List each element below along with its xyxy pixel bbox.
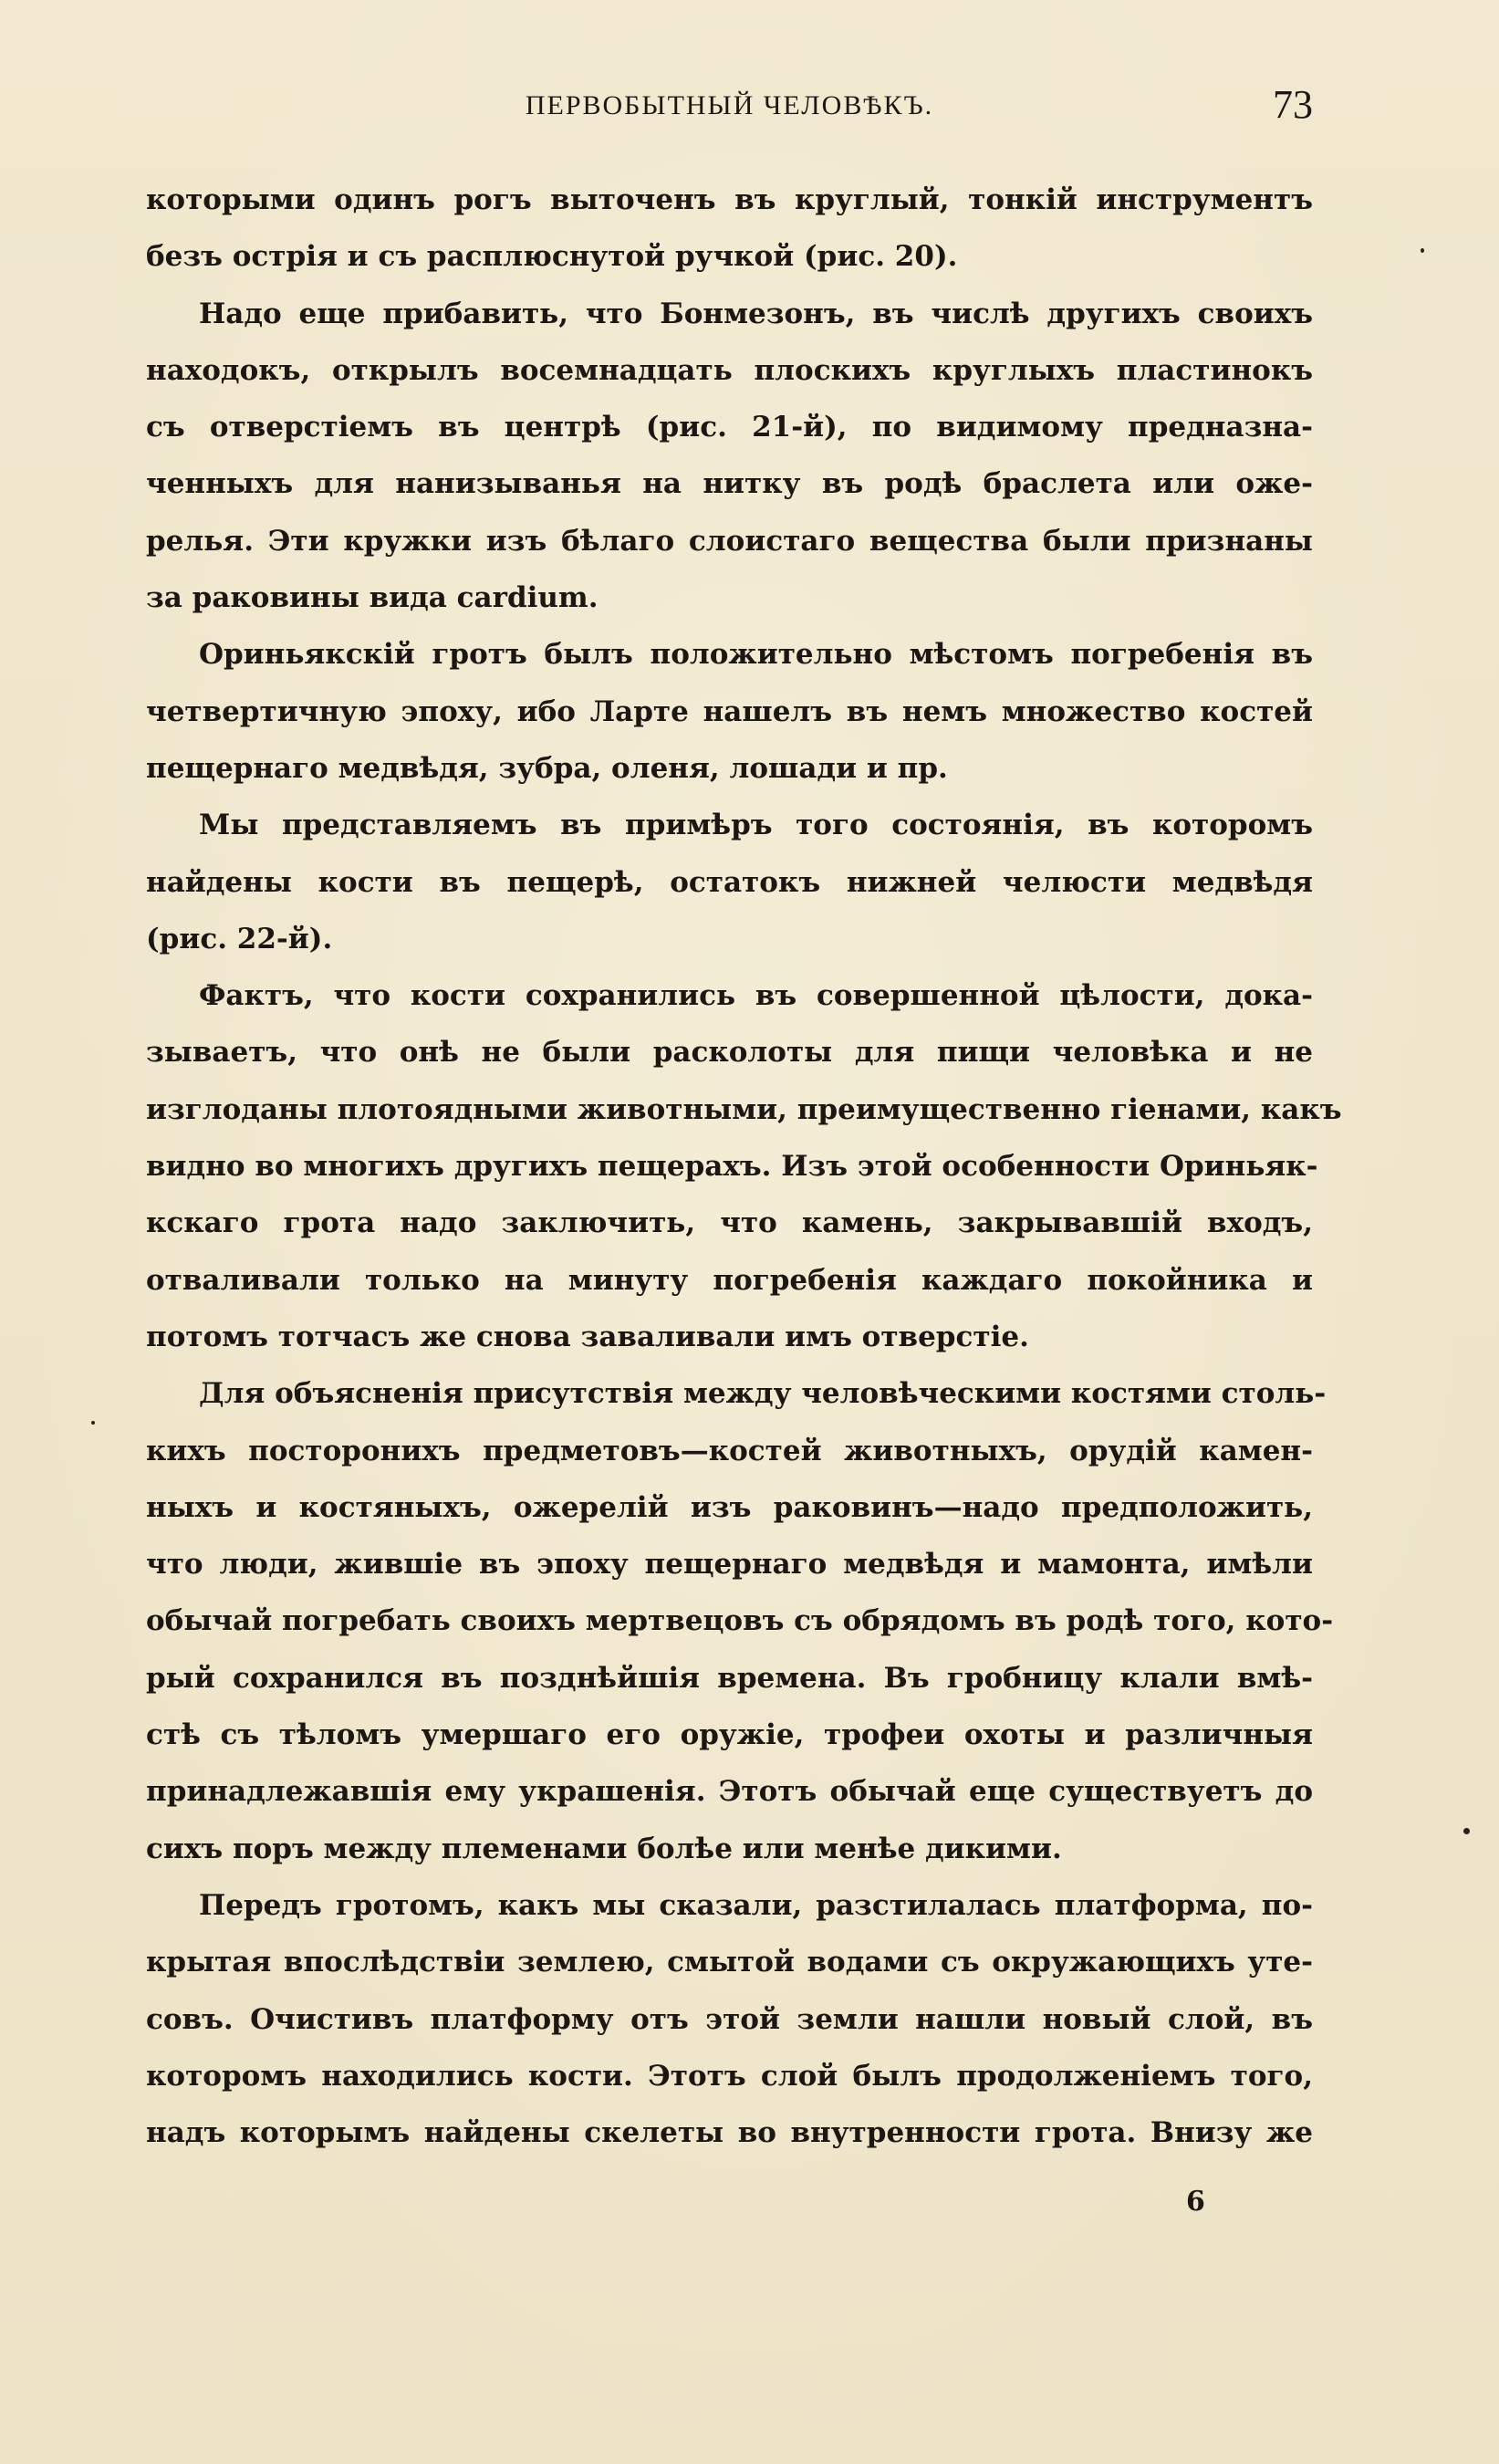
text-line: Ориньякскій гротъ былъ положительно мѣстомъ погребенія въ xyxy=(199,638,1313,672)
text-line: обычай погребать своихъ мертвецовъ съ обрядомъ въ родѣ того, кото- xyxy=(146,1604,1334,1638)
paragraph-3 xyxy=(146,626,1313,797)
paragraph-4 xyxy=(146,797,1313,967)
text-line: крытая впослѣдствіи землею, смытой водами съ окружающихъ уте- xyxy=(146,1946,1313,1979)
text-line: Для объясненія присутствія между человѣческими костями столь- xyxy=(199,1377,1327,1411)
paragraph-7 xyxy=(146,1877,1313,2161)
text-line: Надо еще прибавить, что Бонмезонъ, въ числѣ другихъ своихъ xyxy=(199,297,1313,330)
paragraph-5 xyxy=(146,967,1342,1365)
text-line: изглоданы плотоядными животными, преимущественно гіенами, какъ xyxy=(146,1092,1342,1126)
text-line: принадлежавшія ему украшенія. Этотъ обычай еще существуетъ до xyxy=(146,1775,1313,1809)
ink-speck xyxy=(1463,1828,1470,1834)
text-line: Фактъ, что кости сохранились въ совершенной цѣлости, дока- xyxy=(199,979,1313,1013)
text-line: за раковины вида cardium. xyxy=(146,581,599,615)
paragraph-1 xyxy=(146,172,1313,286)
ink-speck xyxy=(1421,248,1424,253)
ink-speck xyxy=(91,1421,95,1425)
text-line: Передъ гротомъ, какъ мы сказали, разстилалась платформа, по- xyxy=(199,1888,1313,1922)
text-line: зываетъ, что онѣ не были расколоты для пищи человѣка и не xyxy=(146,1036,1313,1070)
text-line: кихъ посторонихъ предметовъ—костей животныхъ, орудій камен- xyxy=(146,1434,1313,1467)
running-head xyxy=(146,82,1313,131)
page-number: 73 xyxy=(1273,82,1313,127)
text-line: релья. Эти кружки изъ бѣлаго слоистаго вещества были признаны xyxy=(146,524,1313,558)
text-line: ныхъ и костяныхъ, ожерелій изъ раковинъ—надо предположить, xyxy=(146,1490,1313,1524)
paragraph-2 xyxy=(146,286,1313,627)
text-line: которыми одинъ рогъ выточенъ въ круглый, тонкій инструментъ xyxy=(146,183,1313,216)
text-line: съ отверстіемъ въ центрѣ (рис. 21-й), по видимому предназна- xyxy=(146,411,1313,444)
signature-mark: 6 xyxy=(1186,2186,1205,2218)
paragraph-6 xyxy=(146,1365,1334,1877)
text-line: найдены кости въ пещерѣ, остатокъ нижней челюсти медвѣдя xyxy=(146,865,1313,899)
text-line: что люди, жившіе въ эпоху пещернаго медвѣдя и мамонта, имѣли xyxy=(146,1548,1313,1582)
text-line: безъ острія и съ расплюснутой ручкой (рис. 20). xyxy=(146,240,958,274)
text-line: совъ. Очистивъ платформу отъ этой земли нашли новый слой, въ xyxy=(146,2002,1313,2036)
text-line: кскаго грота надо заключить, что камень, закрывавшій входъ, xyxy=(146,1206,1313,1240)
text-line: потомъ тотчасъ же снова заваливали имъ отверстіе. xyxy=(146,1320,1029,1353)
text-body xyxy=(146,172,1342,2161)
running-title: ПЕРВОБЫТНЫЙ ЧЕЛОВѢКЪ. xyxy=(525,90,934,120)
text-line: (рис. 22-й). xyxy=(146,922,333,955)
text-line: Мы представляемъ въ примѣръ того состоянія, въ которомъ xyxy=(199,809,1313,842)
text-line: ченныхъ для нанизыванья на нитку въ родѣ браслета или оже- xyxy=(146,467,1313,501)
text-line: пещернаго медвѣдя, зубра, оленя, лошади и пр. xyxy=(146,751,948,785)
text-line: находокъ, открылъ восемнадцать плоскихъ круглыхъ пластинокъ xyxy=(146,353,1313,387)
text-line: стѣ съ тѣломъ умершаго его оружіе, трофеи охоты и различныя xyxy=(146,1718,1313,1752)
text-line: рый сохранился въ позднѣйшія времена. Въ гробницу клали вмѣ- xyxy=(146,1661,1313,1695)
text-line: отваливали только на минуту погребенія каждаго покойника и xyxy=(146,1263,1313,1297)
text-line: видно во многихъ другихъ пещерахъ. Изъ этой особенности Ориньяк- xyxy=(146,1150,1318,1184)
text-line: надъ которымъ найдены скелеты во внутренности грота. Внизу же xyxy=(146,2116,1313,2150)
text-line: четвертичную эпоху, ибо Ларте нашелъ въ немъ множество костей xyxy=(146,694,1313,728)
text-line: которомъ находились кости. Этотъ слой былъ продолженіемъ того, xyxy=(146,2059,1313,2093)
text-line: сихъ поръ между племенами болѣе или менѣе дикими. xyxy=(146,1832,1062,1865)
